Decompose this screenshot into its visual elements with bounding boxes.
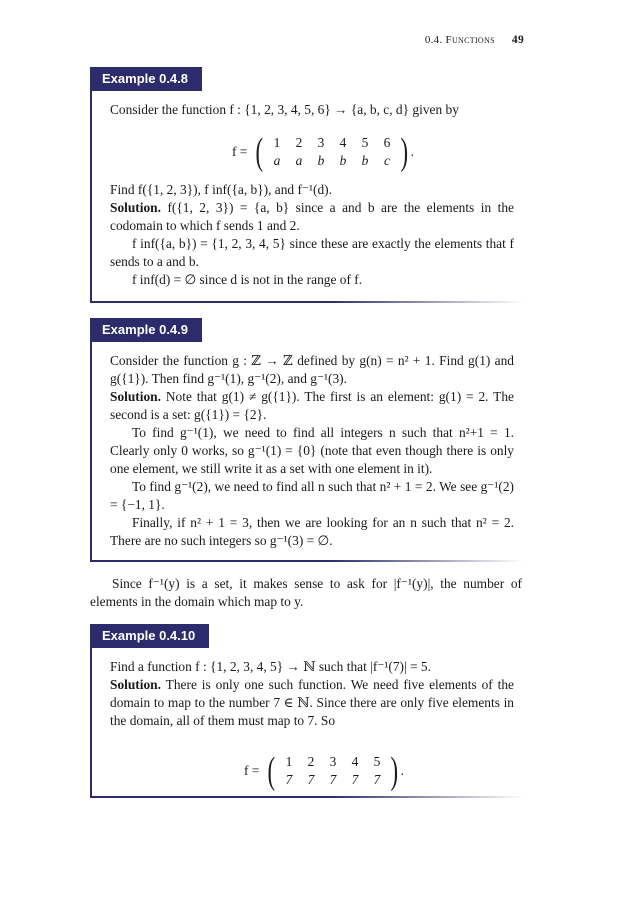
matrix-bottom-cell: 7 [307, 772, 315, 787]
solution-paragraph [110, 388, 514, 424]
example-statement: Find a function f : {1, 2, 3, 4, 5} → ℕ such that |f⁻¹(7)| = 5. [110, 659, 431, 674]
matrix-top-cell: 5 [361, 135, 369, 150]
solution-text: There is only one such function. We need five elements of the domain to map to the number 7 ∈ ℕ. Since there are only five elements in the domain, all of them must map to 7. So [110, 677, 515, 728]
solution-paragraph [110, 676, 514, 730]
right-paren: ) [390, 750, 399, 792]
matrix-bottom-cell: 7 [373, 772, 381, 787]
solution-paragraph: To find g⁻¹(2), we need to find all n such that n² + 1 = 2. We see g⁻¹(2) = {−1, 1}. [110, 479, 514, 512]
example-label: Example 0.4.8 [90, 67, 202, 91]
solution-text: f({1, 2, 3}) = {a, b} since a and b are the elements in the codomain to which f sends 1 and 2. [110, 200, 514, 233]
matrix-bottom-cell: b [339, 153, 347, 168]
function-matrix [244, 752, 404, 790]
solution-paragraph: f inf(d) = ∅ since d is not in the range of f. [132, 272, 363, 287]
section-title: 0.4. Functions [424, 34, 495, 46]
matrix-top-cell: 2 [307, 754, 315, 769]
matrix-top-cell: 4 [339, 135, 347, 150]
body-paragraph [90, 575, 522, 611]
body-text: Since f⁻¹(y) is a set, it makes sense to ask for |f⁻¹(y)|, the number of elements in the domain which map to y. [90, 576, 522, 609]
matrix-top-cell: 2 [295, 135, 303, 150]
function-matrix [232, 133, 414, 171]
matrix-bottom-cell: 7 [285, 772, 293, 787]
matrix-top-cell: 4 [351, 754, 359, 769]
matrix-bottom-cell: b [361, 153, 369, 168]
matrix-bottom-cell: a [295, 153, 303, 168]
left-paren: ( [267, 750, 276, 792]
running-header [425, 34, 524, 46]
example-box-0-4-8 [90, 67, 524, 303]
example-box-0-4-9 [90, 318, 524, 562]
matrix-bottom-cell: b [317, 153, 325, 168]
example-statement: Consider the function g : ℤ → ℤ defined by g(n) = n² + 1. Find g(1) and g({1}). Then find g⁻¹(1), g⁻¹(2), and g⁻¹(3). [110, 353, 514, 386]
matrix-lhs: f = [232, 144, 248, 159]
matrix-bottom-cell: a [273, 153, 281, 168]
solution-text: Note that g(1) ≠ g({1}). The first is an element: g(1) = 2. The second is a set: g({1}) = {2}. [110, 389, 514, 422]
matrix-top-cell: 6 [383, 135, 391, 150]
matrix-bottom-cell: c [384, 153, 390, 168]
solution-paragraph [110, 199, 514, 235]
example-question: Find f({1, 2, 3}), f inf({a, b}), and f⁻¹(d). [110, 182, 332, 197]
matrix-top-cell: 1 [273, 135, 281, 150]
matrix-bottom-cell: 7 [351, 772, 359, 787]
solution-paragraph: To find g⁻¹(1), we need to find all integers n such that n²+1 = 1. Clearly only 0 works, so g⁻¹(1) = {0} (note that even though there is only one element, we still write it as a set with one element in it). [110, 425, 514, 476]
matrix-bottom-cell: 7 [329, 772, 337, 787]
matrix-top-cell: 3 [317, 135, 325, 150]
matrix-grid [278, 753, 388, 789]
solution-paragraph: Finally, if n² + 1 = 3, then we are looking for an n such that n² = 2. There are no such integers so g⁻¹(3) = ∅. [110, 515, 514, 548]
box-bottom-rule [92, 560, 524, 562]
left-paren: ( [255, 131, 264, 173]
solution-label: Solution. [110, 200, 161, 215]
matrix-top-cell: 5 [373, 754, 381, 769]
example-box-0-4-10 [90, 624, 524, 798]
matrix-end: . [410, 144, 415, 159]
solution-label: Solution. [110, 389, 161, 404]
matrix-lhs: f = [244, 763, 260, 778]
box-bottom-rule [92, 796, 524, 798]
matrix-top-cell: 1 [285, 754, 293, 769]
solution-paragraph: f inf({a, b}) = {1, 2, 3, 4, 5} since these are exactly the elements that f sends to a and b. [110, 236, 514, 269]
example-label: Example 0.4.9 [90, 318, 202, 342]
matrix-grid [266, 134, 398, 170]
right-paren: ) [400, 131, 409, 173]
solution-label: Solution. [110, 677, 161, 692]
example-label: Example 0.4.10 [90, 624, 209, 648]
matrix-end: . [400, 763, 405, 778]
page-number: 49 [511, 34, 524, 46]
example-statement: Consider the function f : {1, 2, 3, 4, 5, 6} → {a, b, c, d} given by [110, 102, 459, 117]
matrix-top-cell: 3 [329, 754, 337, 769]
box-bottom-rule [92, 301, 524, 303]
